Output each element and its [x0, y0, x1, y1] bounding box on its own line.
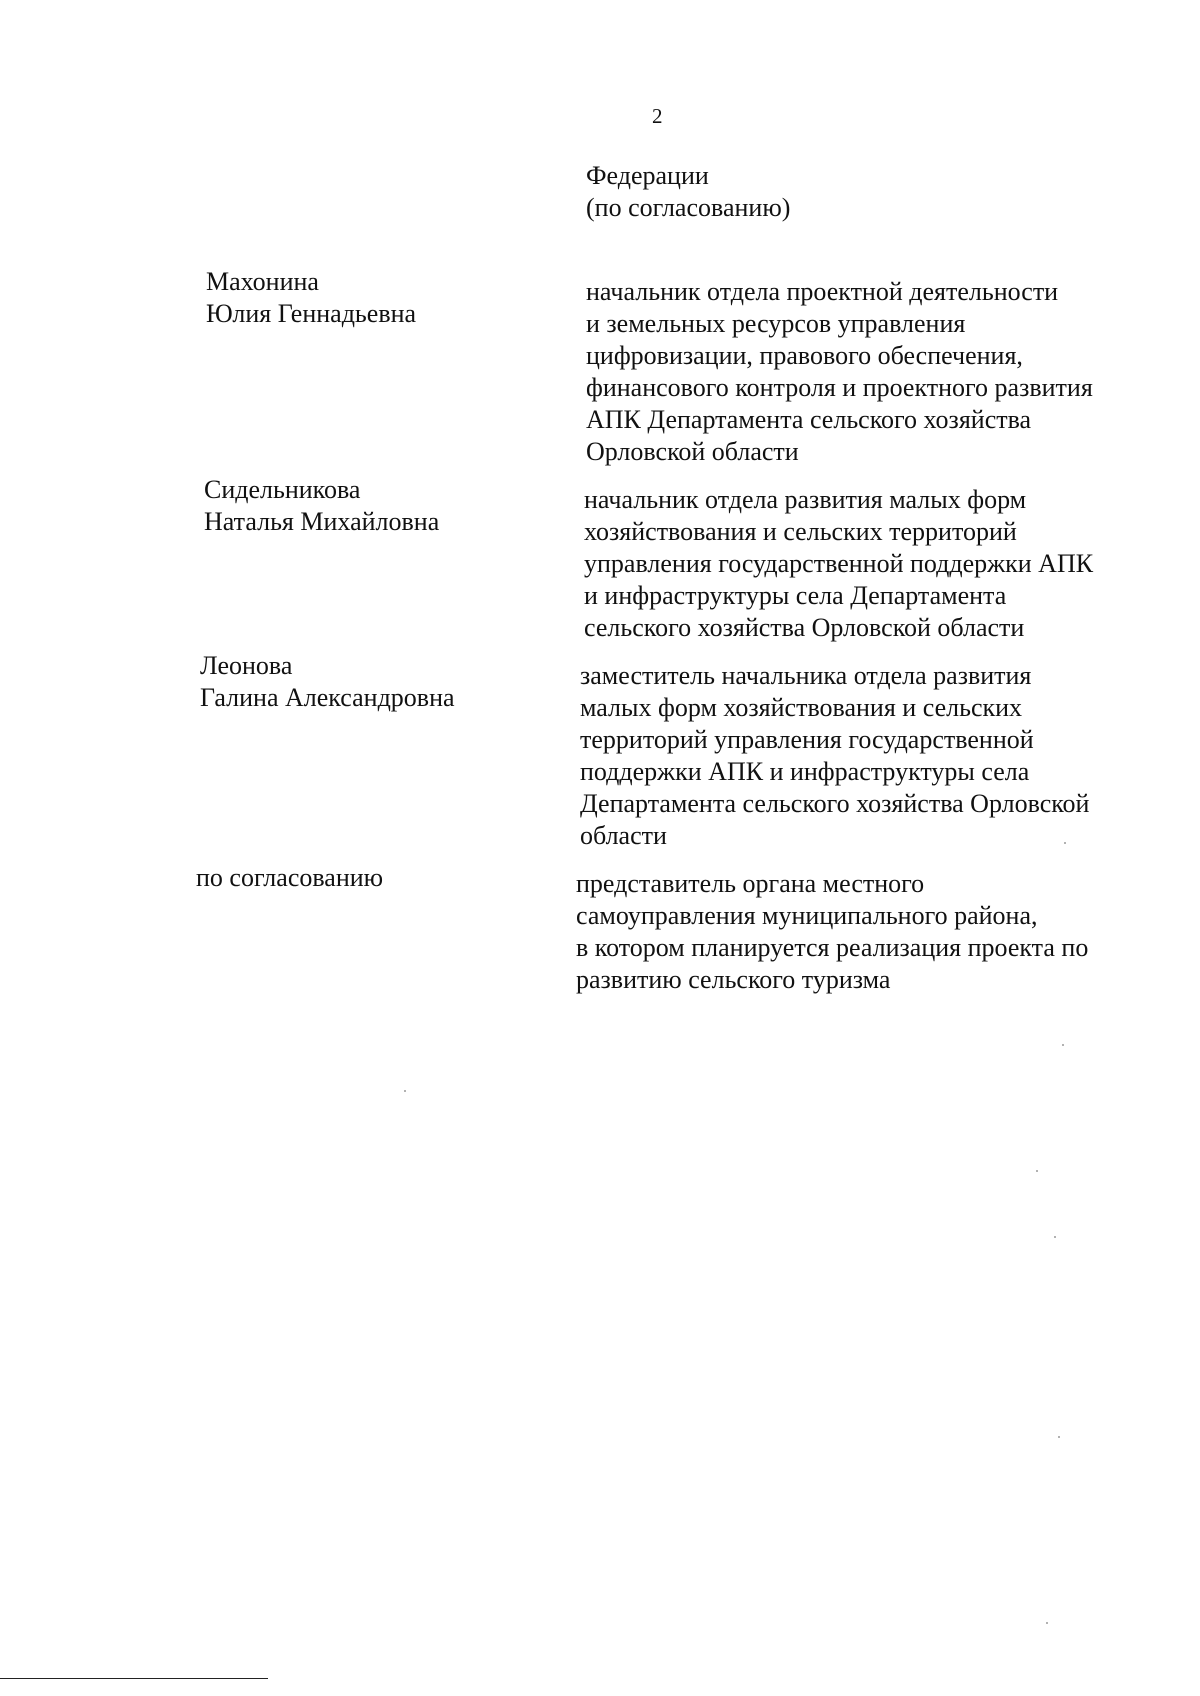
member-surname: Леонова — [200, 651, 293, 680]
scan-speck — [1046, 1622, 1048, 1624]
position-line: поддержки АПК и инфраструктуры села — [580, 757, 1030, 786]
position-line: управления государственной поддержки АПК — [584, 549, 1094, 578]
position-line: Департамента сельского хозяйства Орловской — [580, 789, 1090, 818]
scan-speck — [1036, 1170, 1038, 1172]
intro-line: (по согласованию) — [586, 193, 791, 222]
member-position — [586, 276, 1093, 468]
position-line: финансового контроля и проектного развития — [586, 373, 1093, 402]
scan-speck — [1054, 1236, 1056, 1238]
member-name — [206, 266, 416, 330]
position-line: территорий управления государственной — [580, 725, 1034, 754]
position-line: Орловской области — [586, 437, 799, 466]
intro-position — [586, 160, 790, 224]
position-line: в котором планируется реализация проекта по — [576, 933, 1089, 962]
member-position — [576, 868, 1088, 996]
position-line: АПК Департамента сельского хозяйства — [586, 405, 1032, 434]
member-name — [200, 650, 455, 714]
position-line: цифровизации, правового обеспечения, — [586, 341, 1023, 370]
member-position — [584, 484, 1093, 644]
member-given-names: Юлия Геннадьевна — [206, 299, 417, 328]
position-line: представитель органа местного — [576, 869, 925, 898]
member-name — [196, 862, 383, 894]
scan-speck — [1062, 1044, 1064, 1046]
footer-rule — [0, 1678, 268, 1679]
member-given-names: Галина Александровна — [200, 683, 455, 712]
position-line: начальник отдела проектной деятельности — [586, 277, 1059, 306]
position-line: начальник отдела развития малых форм — [584, 485, 1027, 514]
position-line: развитию сельского туризма — [576, 965, 891, 994]
scan-speck — [1058, 1436, 1060, 1438]
page-number: 2 — [652, 104, 663, 128]
member-surname: Махонина — [206, 267, 319, 296]
member-note: по согласованию — [196, 863, 384, 892]
position-line: малых форм хозяйствования и сельских — [580, 693, 1023, 722]
position-line: сельского хозяйства Орловской области — [584, 613, 1025, 642]
scan-speck — [1064, 842, 1066, 844]
position-line: области — [580, 821, 667, 850]
position-line: хозяйствования и сельских территорий — [584, 517, 1017, 546]
intro-line: Федерации — [586, 161, 709, 190]
position-line: заместитель начальника отдела развития — [580, 661, 1032, 690]
member-given-names: Наталья Михайловна — [204, 507, 440, 536]
member-position — [580, 660, 1089, 852]
position-line: самоуправления муниципального района, — [576, 901, 1038, 930]
member-name — [204, 474, 439, 538]
member-surname: Сидельникова — [204, 475, 361, 504]
position-line: и инфраструктуры села Департамента — [584, 581, 1007, 610]
scan-speck — [404, 1090, 406, 1092]
position-line: и земельных ресурсов управления — [586, 309, 966, 338]
